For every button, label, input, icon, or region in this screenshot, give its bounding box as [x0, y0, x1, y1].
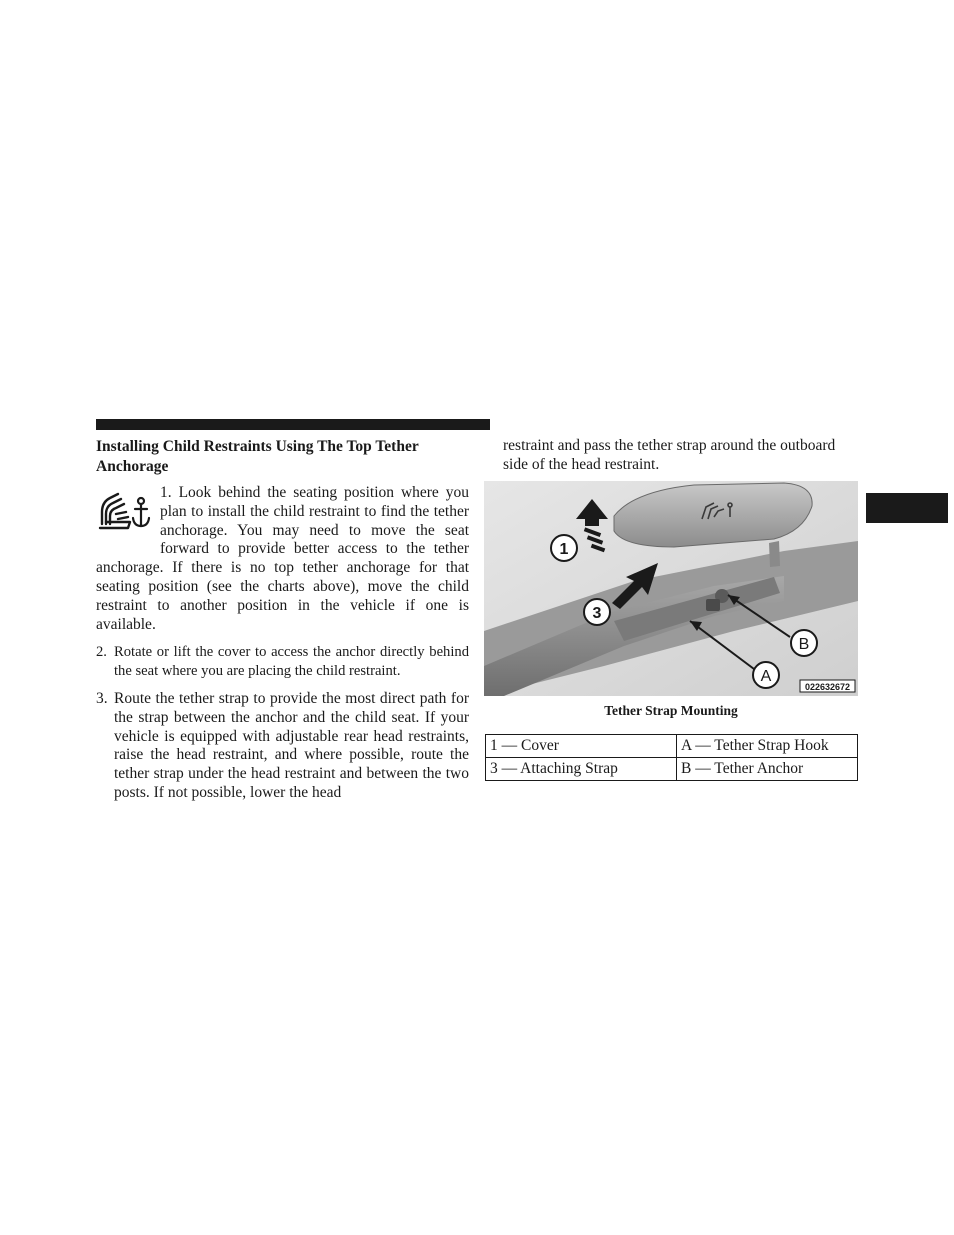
image-code: 022632672 — [804, 682, 851, 692]
step-2-text: Rotate or lift the cover to access the anchor directly behind the seat where you are placing the child restraint. — [114, 644, 469, 680]
callout-a-label: A — [760, 668, 772, 685]
callout-3-label: 3 — [592, 605, 602, 622]
step-1-number: 1. — [160, 484, 172, 501]
callout-3 — [584, 599, 610, 625]
left-column — [96, 437, 469, 803]
step-1-text-rest: tether anchorage. If there is no top tether anchorage for that seating position (see the charts above), move the child restraint to another position in the vehicle if one is available. — [96, 540, 469, 633]
callout-a — [753, 662, 779, 688]
step-1 — [96, 484, 469, 634]
legend-row — [486, 758, 858, 781]
step-3-text: Route the tether strap to provide the most direct path for the strap between the anchor and the child seat. If your vehicle is equipped with adjustable rear head restraints, raise the head restraint, and where possible, route the tether strap under the head restraint and between the two posts. If not possible, lower the head — [114, 689, 469, 801]
step-2 — [96, 643, 469, 681]
legend-cell: B — Tether Anchor — [677, 758, 858, 781]
legend-row — [486, 735, 858, 758]
step-1-text-lead: Look behind the seating position where you plan to install the child restraint to find the tether anchorage. You may need to move the seat forward to provide better access to the — [160, 484, 469, 558]
section-heading: Installing Child Restraints Using The Top Tether Anchorage — [96, 438, 419, 475]
step-3 — [96, 690, 469, 803]
tether-strap-illustration — [484, 481, 858, 696]
step-2-number: 2. — [96, 644, 107, 661]
callout-b — [791, 630, 817, 656]
chapter-tab — [866, 493, 948, 523]
legend-cell: 1 — Cover — [486, 735, 677, 758]
step-3-number: 3. — [96, 689, 108, 707]
legend-cell: 3 — Attaching Strap — [486, 758, 677, 781]
section-rule — [96, 419, 490, 430]
step-3-continuation: restraint and pass the tether strap around the outboard side of the head restraint. — [503, 437, 836, 473]
callout-b-label: B — [798, 636, 810, 653]
legend-cell: A — Tether Strap Hook — [677, 735, 858, 758]
callout-1-label: 1 — [559, 541, 569, 558]
figure-caption: Tether Strap Mounting — [604, 703, 738, 718]
child-seat-tether-anchor-icon — [96, 484, 154, 542]
tether-strap-figure — [484, 481, 858, 696]
right-column — [484, 437, 858, 777]
callout-1 — [551, 535, 577, 561]
figure-legend-table — [485, 734, 858, 781]
